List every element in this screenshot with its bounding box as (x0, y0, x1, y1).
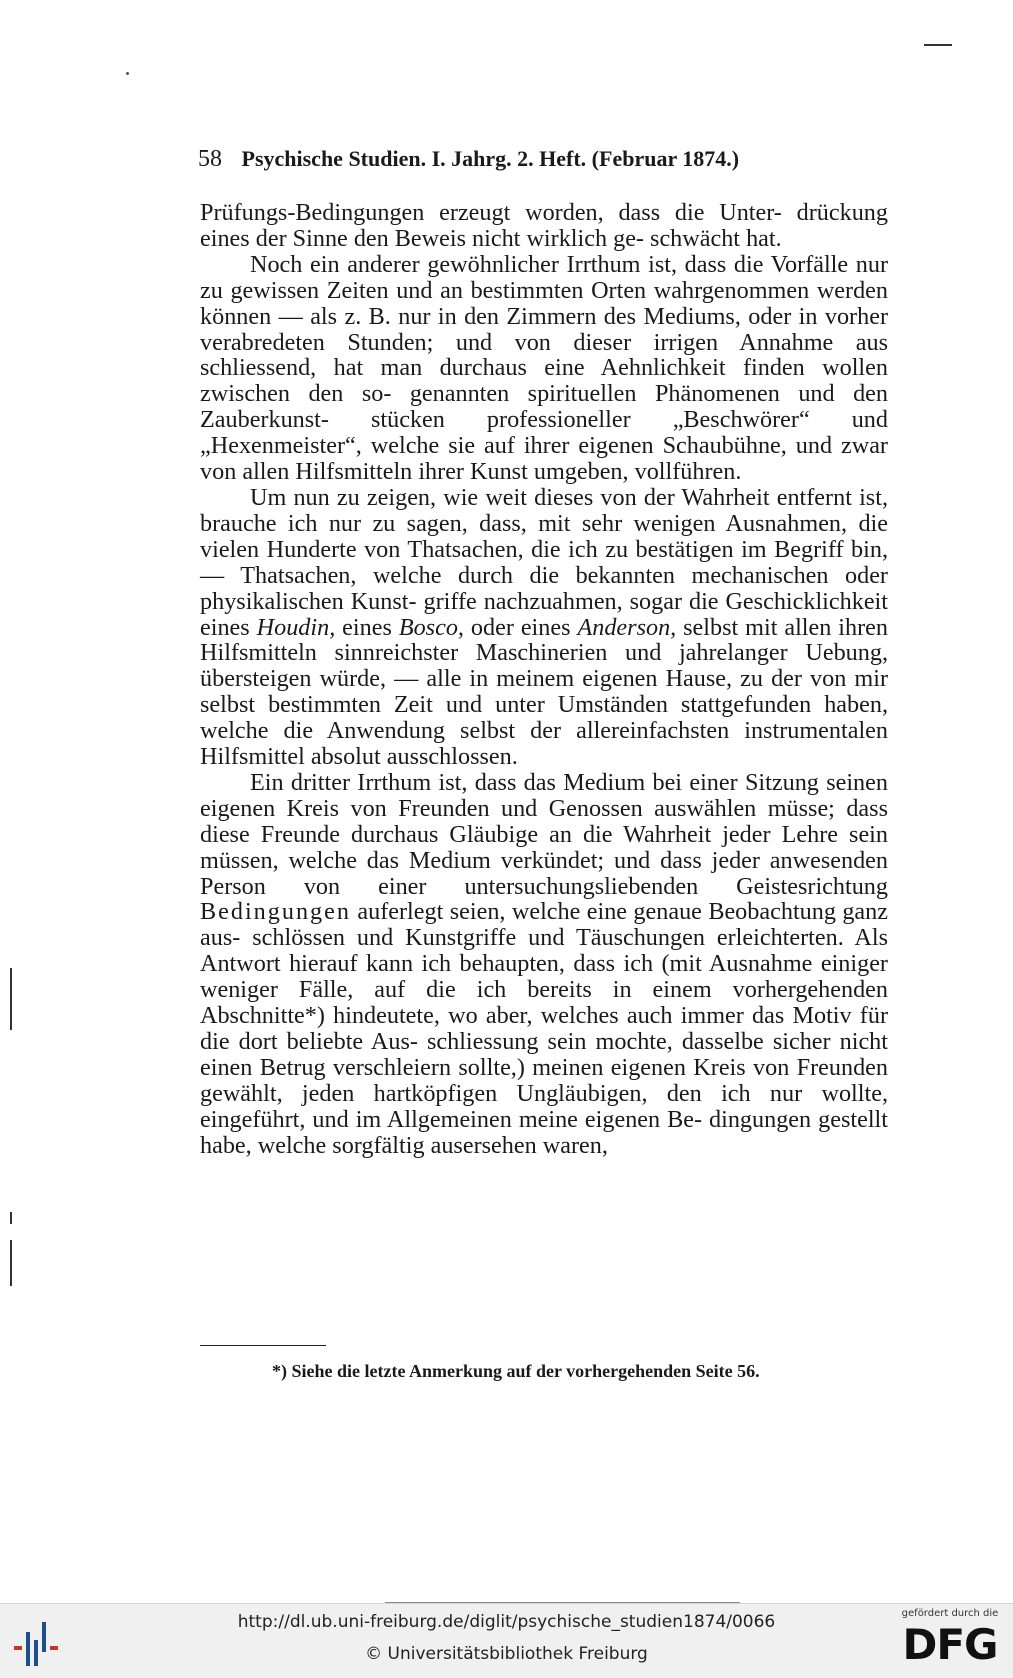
footnote-text: *) Siehe die letzte Anmerkung auf der vorhergehenden Seite 56. (272, 1361, 760, 1381)
paragraph-3-part-d: selbst mit allen ihren Hilfsmitteln sinnreichster Maschinerien und jahrelanger Uebung, übersteigen würde, — alle in meinem eigenen Hause, zu der von mir selbst bestimmten Zeit und unter Umständen stattgefunden haben, welche die Anwendung selbst der allereinfachsten instrumentalen Hilfsmittel absolut ausschlossen. (200, 613, 888, 771)
permalink-url[interactable]: http://dl.ub.uni-freiburg.de/diglit/psychische_studien1874/0066 (237, 1612, 776, 1632)
dfg-logo-text: DFG (902, 1620, 998, 1669)
margin-tick (10, 1212, 12, 1224)
paragraph-2: Noch ein anderer gewöhnlicher Irrthum ist, dass die Vorfälle nur zu gewissen Zeiten und an bestimmten Orten wahrgenommen werden können — als z. B. nur in den Zimmern des Mediums, oder in vorher verabredeten Stunden; und von dieser irrigen Annahme aus schliessend, hat man durchaus eine Aehnlichkeit finden wollen zwischen den so- genannten spirituellen Phänomenen und den Zauberkunst- stücken professioneller „Beschwörer“ und „Hexenmeister“, welche sie auf ihrer eigenen Schaubühne, und zwar von allen Hilfsmitteln ihrer Kunst umgeben, vollführen. (200, 250, 888, 486)
paragraph-4-part-a: Ein dritter Irrthum ist, dass das Medium bei einer Sitzung seinen eigenen Kreis von Freunden und Genossen auswählen müsse; dass diese Freunde durchaus Gläubige an die Wahrheit jeder Lehre sein müssen, welche das Medium verkündet; und dass jeder anwesenden Person von einer untersuchungsliebenden Geistesrichtung (200, 768, 888, 900)
paragraph-4 (200, 770, 888, 1159)
page-number: 58 (198, 146, 222, 172)
margin-tick (10, 1240, 12, 1286)
paragraph-3-part-b: eines (335, 613, 399, 641)
paragraph-4-part-b: auferlegt seien, welche eine genaue Beobachtung ganz aus- schlössen und Kunstgriffe und Täuschungen erleichterten. Als Antwort hierauf kann ich behaupten, dass ich (mit Ausnahme einiger weniger Fälle, auf die ich bereits in einem vorhergehenden Abschnitte*) hindeutete, wo aber, welches auch immer das Motiv für die dort beliebte Aus- schliessung sein mochte, dasselbe sicher nicht einen Betrug verschleiern sollte,) meinen eigenen Kreis von Freunden gewählt, jeden hartköpfigen Ungläubigen, den ich nur wollte, eingeführt, und im Allgemeinen meine eigenen Be- dingungen gestellt habe, welche sorgfältig ausersehen waren, (200, 898, 888, 1159)
margin-tick (10, 968, 12, 1030)
dfg-logo-icon (895, 1608, 1005, 1674)
name-houdin: Houdin, (256, 613, 336, 641)
name-anderson: Anderson, (577, 613, 677, 641)
running-title: Psychische Studien. I. Jahrg. 2. Heft. (Februar 1874.) (241, 146, 740, 171)
paragraph-3 (200, 485, 888, 770)
paragraph-1: Prüfungs-Bedingungen erzeugt worden, dass die Unter- drückung eines der Sinne den Beweis nicht wirklich ge- schwächt hat. (200, 199, 888, 252)
scan-dot (126, 72, 129, 75)
scan-mark-top (924, 44, 952, 46)
name-bosco: Bosco, (398, 613, 464, 641)
paragraph-3-part-a: Um nun zu zeigen, wie weit dieses von der Wahrheit entfernt ist, brauche ich nur zu sagen, dass, mit sehr wenigen Ausnahmen, die vielen Hunderte von Thatsachen, die ich zu bestätigen im Begriff bin, — Thatsachen, welche durch die bekannten mechanischen oder physikalischen Kunst- griffe nachzuahmen, sogar die Geschicklichkeit eines (200, 483, 888, 641)
running-header (198, 146, 888, 173)
copyright-notice: © Universitätsbibliothek Freiburg (365, 1644, 648, 1664)
body-text (200, 200, 888, 1159)
spaced-word-bedingungen: Bedingungen (200, 898, 351, 926)
footnote (200, 1359, 888, 1384)
viewer-footer (0, 1603, 1013, 1678)
dfg-caption: gefördert durch die (901, 1608, 999, 1619)
paragraph-3-part-c: oder eines (463, 613, 578, 641)
footer-divider (385, 1602, 740, 1603)
footnote-rule (200, 1345, 326, 1346)
